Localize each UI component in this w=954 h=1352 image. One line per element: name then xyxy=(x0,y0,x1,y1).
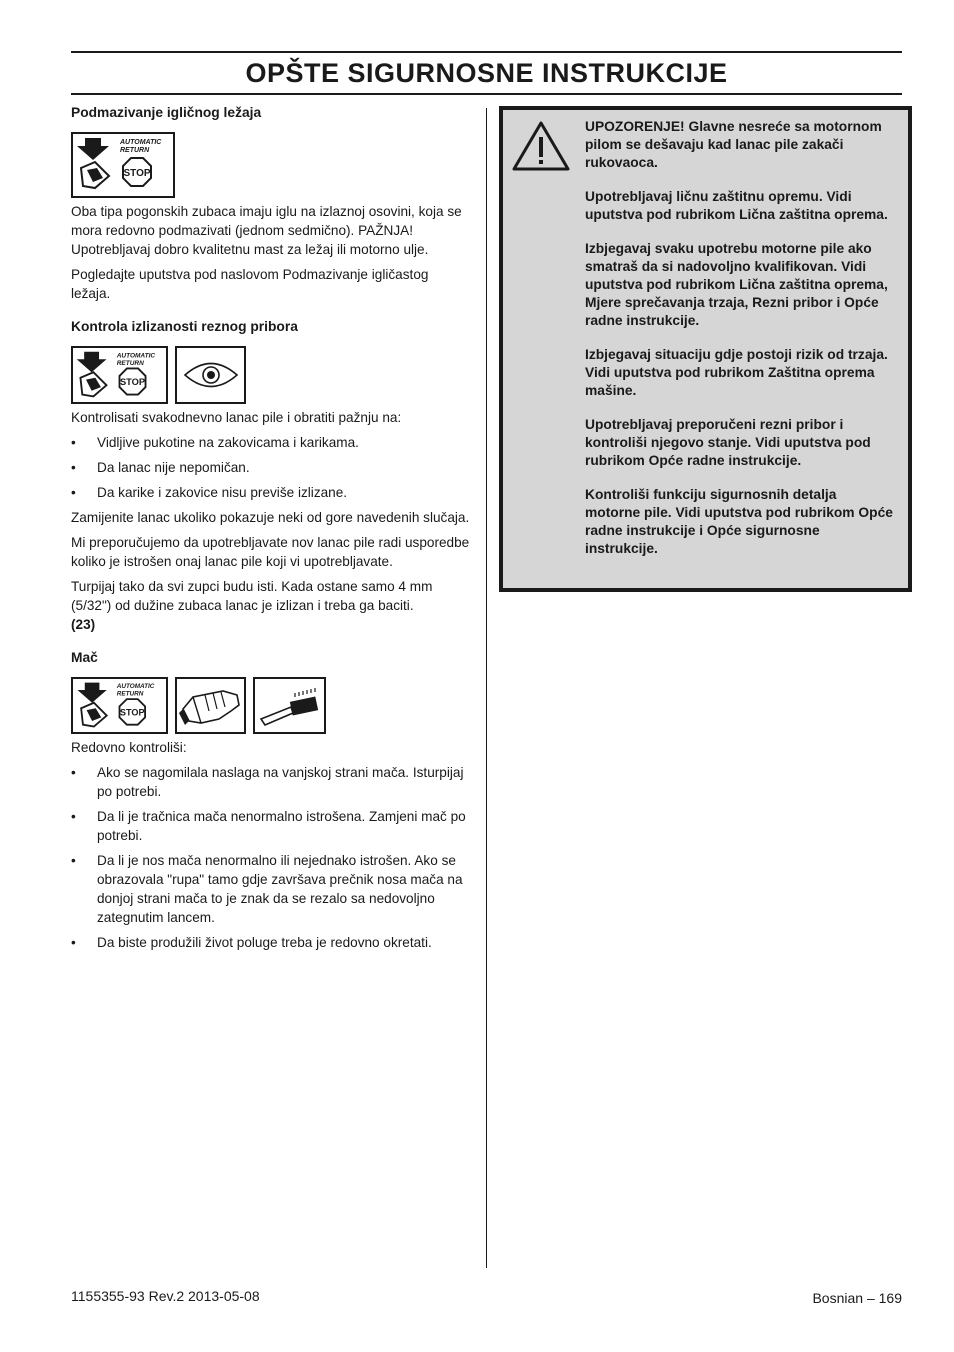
page-title: OPŠTE SIGURNOSNE INSTRUKCIJE xyxy=(245,58,728,88)
list-item: • Vidljive pukotine na zakovicama i karikama. xyxy=(71,433,471,452)
stop-label: STOP xyxy=(119,377,146,388)
auto-return-label-2: RETURN xyxy=(116,359,144,367)
figure-reference: (23) xyxy=(71,617,96,632)
eye-icon xyxy=(175,346,246,404)
auto-return-stop-icon xyxy=(71,677,168,734)
warning-text xyxy=(585,118,895,558)
header-rule-bottom xyxy=(71,93,902,95)
icon-row-1 xyxy=(71,132,471,198)
list-item: • Da lanac nije nepomičan. xyxy=(71,458,471,477)
section-heading-needle-bearing: Podmazivanje igličnog ležaja xyxy=(71,105,262,120)
sec1-paragraph-2: Pogledajte uputstva pod naslovom Podmazivanje igličastog ležaja. xyxy=(71,267,429,301)
warning-paragraph: UPOZORENJE! Glavne nesreće sa motornom pilom se dešavaju kad lanac pile zakači rukovaoca. xyxy=(585,119,882,170)
header-rule-top xyxy=(71,51,902,53)
column-divider xyxy=(486,108,487,1268)
warning-paragraph: Upotrebljavaj preporučeni rezni pribor i kontroliši njegovo stanje. Vidi uputstva pod rubrikom Opće radne instrukcije. xyxy=(585,417,871,468)
sec1-paragraph-1: Oba tipa pogonskih zubaca imaju iglu na izlaznoj osovini, koja se mora redovno podmazivati (jednom sedmično). PAŽNJA! Upotrebljavaj dobro kvalitetnu mast za ležaj ili motorno ulje. xyxy=(71,204,462,257)
auto-return-stop-icon xyxy=(71,346,168,404)
section-heading-wear-check: Kontrola izlizanosti reznog pribora xyxy=(71,319,298,334)
list-item: • Da biste produžili život poluge treba je redovno okretati. xyxy=(71,933,471,952)
sec2-paragraph-3 xyxy=(71,577,471,634)
auto-return-label-2: RETURN xyxy=(120,147,150,154)
warning-paragraph: Izbjegavaj situaciju gdje postoji rizik od trzaja. Vidi uputstva pod rubrikom Zaštitna oprema mašine. xyxy=(585,347,888,398)
brush-icon xyxy=(253,677,326,734)
auto-return-label-2: RETURN xyxy=(116,690,144,698)
left-column xyxy=(71,103,471,958)
footer-page-number: Bosnian – 169 xyxy=(812,1290,902,1306)
auto-return-stop-icon xyxy=(71,132,175,198)
sec2-bullet-list xyxy=(71,433,471,502)
stop-label: STOP xyxy=(119,707,145,718)
list-item: • Da li je tračnica mača nenormalno istrošena. Zamjeni mač po potrebi. xyxy=(71,807,471,845)
warning-paragraph: Izbjegavaj svaku upotrebu motorne pile ako smatraš da si nadovoljno kvalifikovan. Vidi uputstva pod rubrikom Lična zaštitna oprema, Mjere sprečavanja trzaja, Rezni pribor i Opće radne instrukcije. xyxy=(585,241,888,328)
sec2-paragraph-3-text: Turpijaj tako da svi zupci budu isti. Kada ostane samo 4 mm (5/32") od dužine zubaca lanac je izlizan i treba ga baciti. xyxy=(71,579,433,613)
sec3-intro: Redovno kontroliši: xyxy=(71,740,187,755)
warning-paragraph: Upotrebljavaj ličnu zaštitnu opremu. Vidi uputstva pod rubrikom Lična zaštitna oprema. xyxy=(585,189,888,222)
sec2-paragraph-2: Mi preporučujemo da upotrebljavate nov lanac pile radi usporedbe koliko je istrošen onaj lanac pile koji vi upotrebljavate. xyxy=(71,535,470,569)
sec2-intro: Kontrolisati svakodnevno lanac pile i obratiti pažnju na: xyxy=(71,410,402,425)
auto-return-label-1: AUTOMATIC xyxy=(116,352,156,360)
list-item: • Da karike i zakovice nisu previše izlizane. xyxy=(71,483,471,502)
section-heading-bar: Mač xyxy=(71,650,98,665)
list-item: • Ako se nagomilala naslaga na vanjskoj strani mača. Isturpijaj po potrebi. xyxy=(71,763,471,801)
icon-row-2 xyxy=(71,346,471,404)
glove-icon xyxy=(175,677,246,734)
footer-doc-id: 1155355-93 Rev.2 2013-05-08 xyxy=(71,1288,260,1304)
warning-paragraph: Kontroliši funkciju sigurnosnih detalja motorne pile. Vidi uputstva pod rubrikom Opće radne instrukcije i Opće sigurnosne instrukcije. xyxy=(585,487,893,556)
auto-return-label-1: AUTOMATIC xyxy=(116,683,155,691)
sec3-bullet-list xyxy=(71,763,471,952)
sec2-paragraph-1: Zamijenite lanac ukoliko pokazuje neki od gore navedenih slučaja. xyxy=(71,510,470,525)
auto-return-label-1: AUTOMATIC xyxy=(120,139,162,146)
warning-triangle-icon xyxy=(511,120,571,172)
warning-box xyxy=(499,106,912,592)
icon-row-3 xyxy=(71,677,471,734)
list-item: • Da li je nos mača nenormalno ili nejednako istrošen. Ako se obrazovala "rupa" tamo gdje završava prečnik nosa mača na donjoj strani mača to je znak da se rezalo sa nedovoljno zategnutim lancem. xyxy=(71,851,471,927)
stop-label: STOP xyxy=(123,168,151,179)
